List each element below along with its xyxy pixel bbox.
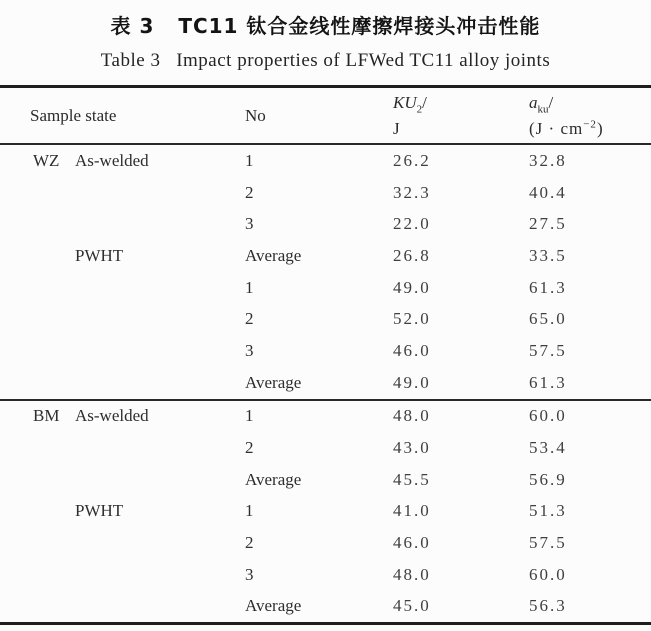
cell-aku: 51.3	[529, 501, 567, 521]
table-row	[0, 591, 651, 624]
cell-ku2: 26.2	[393, 150, 431, 170]
cell-aku: 53.4	[529, 438, 567, 458]
cell-ku2: 46.0	[393, 533, 431, 553]
cell-no: Average	[245, 245, 302, 265]
cell-aku: 27.5	[529, 214, 567, 234]
cell-ku2: 49.0	[393, 372, 431, 392]
cell-group: WZ	[33, 150, 60, 170]
table-row	[0, 335, 651, 367]
table-row	[0, 303, 651, 335]
cell-no: 3	[245, 214, 254, 234]
cell-ku2: 48.0	[393, 564, 431, 584]
cell-group	[0, 591, 70, 624]
cell-group	[0, 335, 70, 367]
cell-state	[70, 208, 240, 240]
cell-ku2: 41.0	[393, 501, 431, 521]
cell-group: BM	[0, 400, 70, 433]
cell-ku2: 26.8	[393, 245, 431, 265]
cell-group	[0, 177, 70, 209]
table-row	[0, 144, 651, 177]
ku2-unit: J	[393, 118, 400, 138]
table-row	[0, 208, 651, 240]
cell-aku: 40.4	[529, 182, 567, 202]
cell-no: 3	[245, 340, 254, 360]
cell-state	[70, 303, 240, 335]
table-row	[0, 400, 651, 433]
table-row	[0, 367, 651, 400]
table-header-row	[0, 87, 651, 145]
cell-group	[0, 272, 70, 304]
cell-no: 1	[245, 150, 254, 170]
cell-state	[70, 177, 240, 209]
table-row	[0, 527, 651, 559]
cell-state	[70, 272, 240, 304]
cell-group	[0, 208, 70, 240]
cell-state	[70, 527, 240, 559]
paper-table-page	[0, 12, 651, 631]
cell-no: 3	[245, 564, 254, 584]
cell-no: 2	[245, 533, 254, 553]
cell-no: Average	[245, 469, 302, 489]
table-row	[0, 432, 651, 464]
cell-aku: 33.5	[529, 245, 567, 265]
cell-aku: 60.0	[524, 400, 651, 433]
cell-group	[0, 303, 70, 335]
cell-aku: 32.8	[529, 150, 567, 170]
cell-no: 1	[240, 400, 388, 433]
impact-properties-table	[0, 85, 651, 625]
cell-state	[70, 335, 240, 367]
cell-group	[0, 367, 70, 400]
table-caption-chinese: 表 3 TC11 钛合金线性摩擦焊接头冲击性能	[110, 14, 541, 38]
cell-group	[0, 432, 70, 464]
table-caption-english: Table 3 Impact properties of LFWed TC11 alloy joints	[100, 50, 551, 71]
col-header-ku2	[388, 87, 524, 145]
ku2-symbol: $KU_2/$	[393, 92, 427, 115]
cell-state: PWHT	[75, 501, 124, 521]
cell-ku2: 48.0	[388, 400, 524, 433]
aku-symbol: $a_{ku}/$	[529, 92, 554, 115]
cell-no: Average	[245, 596, 302, 616]
col-header-sample-state: Sample state	[30, 105, 117, 125]
cell-no: Average	[245, 372, 302, 392]
aku-unit: $(J \cdot cm^{-2})$	[529, 117, 604, 138]
cell-aku: 57.5	[529, 340, 567, 360]
cell-no: 2	[245, 182, 254, 202]
cell-aku: 57.5	[529, 533, 567, 553]
cell-no: 2	[245, 309, 254, 329]
table-row	[0, 272, 651, 304]
cell-group	[0, 240, 70, 272]
cell-state	[70, 559, 240, 591]
cell-ku2: 45.0	[393, 596, 431, 616]
cell-ku2: 52.0	[393, 309, 431, 329]
table-row	[0, 559, 651, 591]
cell-aku: 65.0	[529, 309, 567, 329]
cell-aku: 61.3	[529, 372, 567, 392]
cell-state	[70, 464, 240, 496]
cell-ku2: 22.0	[393, 214, 431, 234]
cell-state	[70, 367, 240, 400]
cell-no: 1	[245, 501, 254, 521]
cell-state	[70, 432, 240, 464]
cell-aku: 56.3	[529, 596, 567, 616]
col-header-aku	[524, 87, 651, 145]
table-row	[0, 496, 651, 528]
cell-ku2: 43.0	[393, 438, 431, 458]
cell-aku: 60.0	[529, 564, 567, 584]
cell-group	[0, 527, 70, 559]
cell-state: PWHT	[75, 245, 124, 265]
cell-state: As-welded	[75, 150, 149, 170]
table-row	[0, 240, 651, 272]
cell-no: 2	[245, 438, 254, 458]
cell-state: As-welded	[70, 400, 240, 433]
cell-aku: 56.9	[529, 469, 567, 489]
cell-no: 1	[245, 277, 254, 297]
table-row	[0, 177, 651, 209]
table-row	[0, 464, 651, 496]
cell-ku2: 49.0	[393, 277, 431, 297]
cell-group	[0, 496, 70, 528]
cell-group	[0, 464, 70, 496]
col-header-no: No	[245, 105, 266, 125]
cell-ku2: 32.3	[393, 182, 431, 202]
cell-ku2: 45.5	[393, 469, 431, 489]
cell-aku: 61.3	[529, 277, 567, 297]
cell-group	[0, 559, 70, 591]
cell-state	[70, 591, 240, 624]
cell-ku2: 46.0	[393, 340, 431, 360]
